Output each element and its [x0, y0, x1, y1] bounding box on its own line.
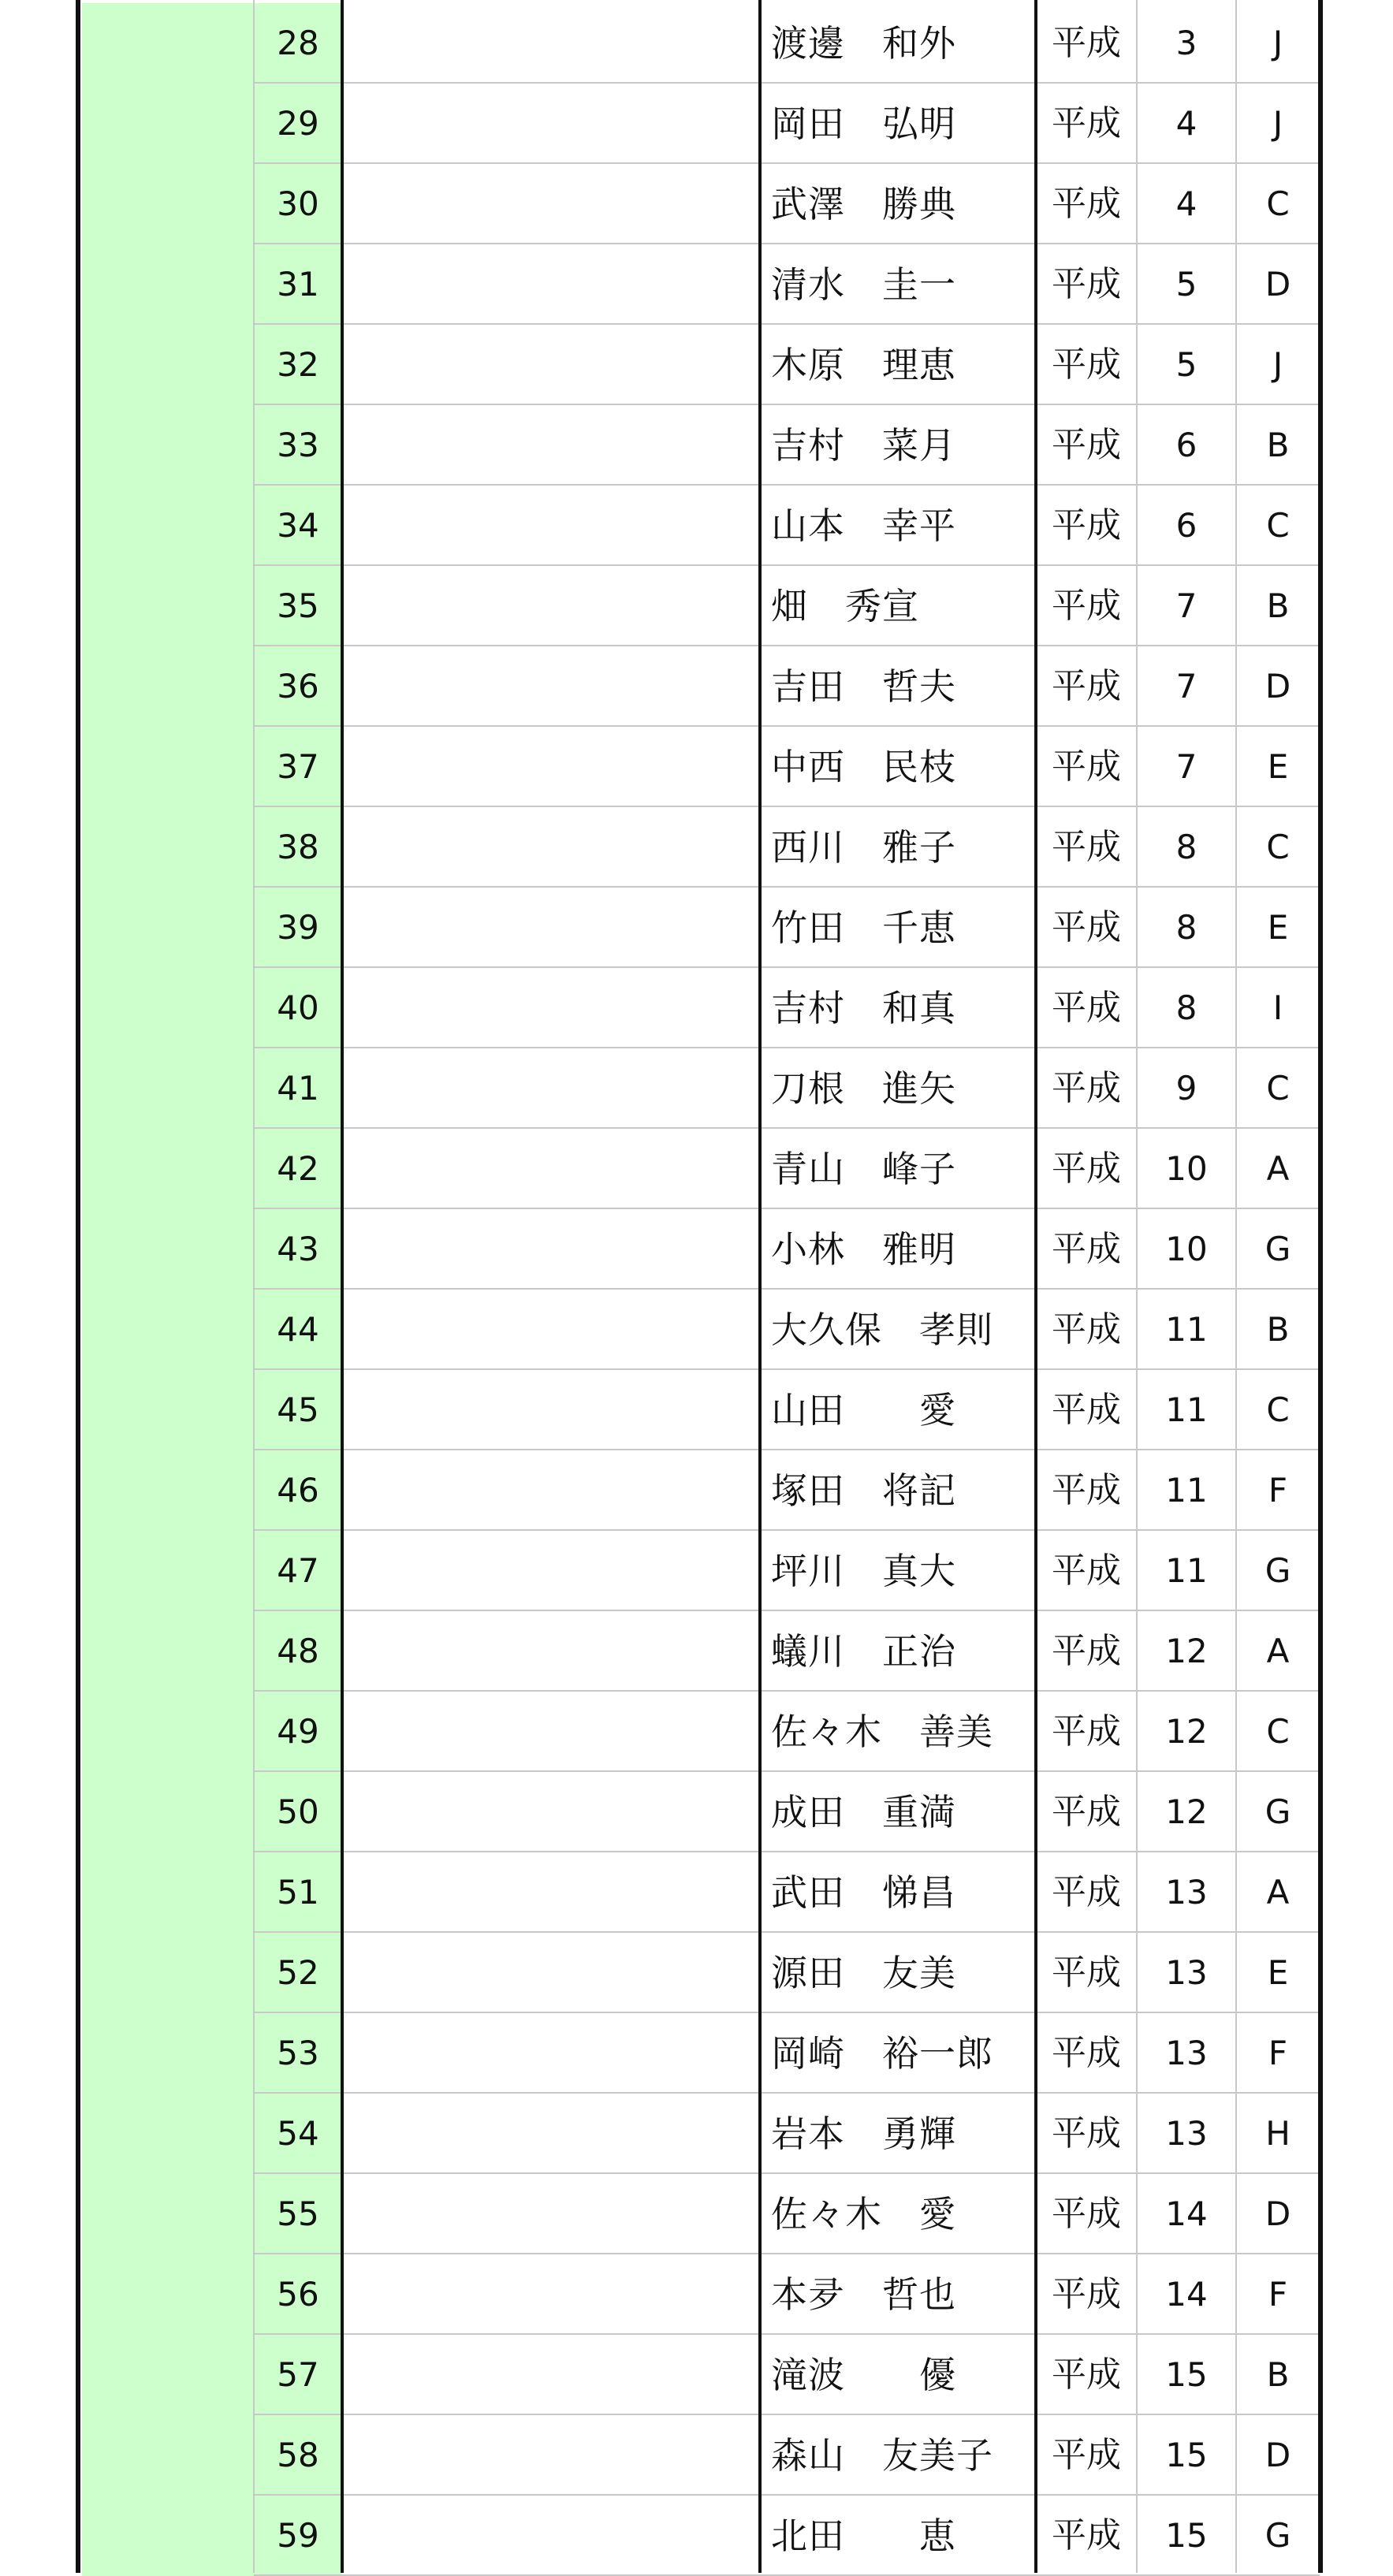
grade-cell: A — [1236, 1611, 1320, 1692]
row-green-margin — [82, 1129, 254, 1209]
year-cell: 4 — [1137, 164, 1236, 244]
era-cell: 平成 — [1036, 646, 1137, 727]
member-name: 清水 圭一 — [760, 244, 1036, 325]
row-blank-cell — [342, 1290, 760, 1370]
year-cell: 12 — [1137, 1692, 1236, 1772]
grade-cell: C — [1236, 1048, 1320, 1129]
table-row — [0, 405, 1393, 486]
member-name: 蟻川 正治 — [760, 1611, 1036, 1692]
row-green-margin — [82, 2174, 254, 2254]
row-number: 30 — [254, 164, 342, 244]
table-row — [0, 2496, 1393, 2576]
row-blank-cell — [342, 244, 760, 325]
year-cell: 11 — [1137, 1531, 1236, 1611]
table-row — [0, 888, 1393, 968]
member-name: 武澤 勝典 — [760, 164, 1036, 244]
table-row — [0, 1852, 1393, 1933]
table-row — [0, 2094, 1393, 2174]
year-cell: 15 — [1137, 2335, 1236, 2415]
member-name: 刀根 進矢 — [760, 1048, 1036, 1129]
row-green-margin — [82, 2094, 254, 2174]
row-green-margin — [82, 888, 254, 968]
row-green-margin — [82, 325, 254, 405]
row-number: 29 — [254, 84, 342, 164]
era-cell: 平成 — [1036, 2496, 1137, 2576]
year-cell: 13 — [1137, 2013, 1236, 2094]
row-green-margin — [82, 807, 254, 888]
row-green-margin — [82, 2254, 254, 2335]
row-blank-cell — [342, 84, 760, 164]
year-cell: 11 — [1137, 1290, 1236, 1370]
row-blank-cell — [342, 2013, 760, 2094]
row-number: 46 — [254, 1450, 342, 1531]
row-number: 54 — [254, 2094, 342, 2174]
grade-cell: C — [1236, 164, 1320, 244]
era-cell: 平成 — [1036, 1129, 1137, 1209]
row-blank-cell — [342, 1692, 760, 1772]
year-cell: 4 — [1137, 84, 1236, 164]
table-row — [0, 1450, 1393, 1531]
grade-cell: G — [1236, 1209, 1320, 1290]
row-number: 55 — [254, 2174, 342, 2254]
year-cell: 10 — [1137, 1129, 1236, 1209]
member-name: 本夛 哲也 — [760, 2254, 1036, 2335]
row-number: 37 — [254, 727, 342, 807]
member-name: 武田 悌昌 — [760, 1852, 1036, 1933]
member-name: 竹田 千恵 — [760, 888, 1036, 968]
member-name: 大久保 孝則 — [760, 1290, 1036, 1370]
row-green-margin — [82, 1611, 254, 1692]
member-name: 吉村 菜月 — [760, 405, 1036, 486]
member-name: 森山 友美子 — [760, 2415, 1036, 2496]
grade-cell: E — [1236, 727, 1320, 807]
row-number: 40 — [254, 968, 342, 1048]
year-cell: 13 — [1137, 1852, 1236, 1933]
member-name: 佐々木 愛 — [760, 2174, 1036, 2254]
era-cell: 平成 — [1036, 2415, 1137, 2496]
row-blank-cell — [342, 1129, 760, 1209]
table-row — [0, 1048, 1393, 1129]
row-number: 35 — [254, 566, 342, 646]
row-green-margin — [82, 1933, 254, 2013]
row-green-margin — [82, 3, 254, 84]
grade-cell: F — [1236, 2013, 1320, 2094]
row-number: 31 — [254, 244, 342, 325]
era-cell: 平成 — [1036, 1772, 1137, 1852]
table-row — [0, 1370, 1393, 1450]
row-green-margin — [82, 727, 254, 807]
grade-cell: B — [1236, 405, 1320, 486]
era-cell: 平成 — [1036, 888, 1137, 968]
year-cell: 8 — [1137, 968, 1236, 1048]
era-cell: 平成 — [1036, 1611, 1137, 1692]
grade-cell: F — [1236, 1450, 1320, 1531]
row-green-margin — [82, 164, 254, 244]
grade-cell: A — [1236, 1852, 1320, 1933]
row-blank-cell — [342, 1209, 760, 1290]
year-cell: 13 — [1137, 2094, 1236, 2174]
row-blank-cell — [342, 2335, 760, 2415]
row-green-margin — [82, 1692, 254, 1772]
era-cell: 平成 — [1036, 1692, 1137, 1772]
grade-cell: B — [1236, 566, 1320, 646]
era-cell: 平成 — [1036, 566, 1137, 646]
grade-cell: D — [1236, 646, 1320, 727]
year-cell: 9 — [1137, 1048, 1236, 1129]
row-green-margin — [82, 405, 254, 486]
row-green-margin — [82, 1209, 254, 1290]
era-cell: 平成 — [1036, 1370, 1137, 1450]
year-cell: 14 — [1137, 2254, 1236, 2335]
row-number: 59 — [254, 2496, 342, 2576]
member-name: 青山 峰子 — [760, 1129, 1036, 1209]
grade-cell: J — [1236, 3, 1320, 84]
row-number: 36 — [254, 646, 342, 727]
row-number: 53 — [254, 2013, 342, 2094]
member-name: 北田 恵 — [760, 2496, 1036, 2576]
row-blank-cell — [342, 1450, 760, 1531]
year-cell: 8 — [1137, 807, 1236, 888]
year-cell: 6 — [1137, 405, 1236, 486]
row-green-margin — [82, 1290, 254, 1370]
table-row — [0, 727, 1393, 807]
member-name: 中西 民枝 — [760, 727, 1036, 807]
row-green-margin — [82, 244, 254, 325]
member-name: 山田 愛 — [760, 1370, 1036, 1450]
table-row — [0, 244, 1393, 325]
row-blank-cell — [342, 3, 760, 84]
grade-cell: G — [1236, 1772, 1320, 1852]
era-cell: 平成 — [1036, 2254, 1137, 2335]
row-number: 58 — [254, 2415, 342, 2496]
grade-cell: H — [1236, 2094, 1320, 2174]
grade-cell: I — [1236, 968, 1320, 1048]
row-green-margin — [82, 84, 254, 164]
row-green-margin — [82, 1370, 254, 1450]
era-cell: 平成 — [1036, 1933, 1137, 2013]
table-row — [0, 646, 1393, 727]
row-number: 50 — [254, 1772, 342, 1852]
grade-cell: B — [1236, 1290, 1320, 1370]
row-blank-cell — [342, 807, 760, 888]
grade-cell: B — [1236, 2335, 1320, 2415]
member-name: 坪川 真大 — [760, 1531, 1036, 1611]
row-number: 49 — [254, 1692, 342, 1772]
year-cell: 7 — [1137, 566, 1236, 646]
table-row — [0, 2335, 1393, 2415]
year-cell: 12 — [1137, 1611, 1236, 1692]
row-blank-cell — [342, 325, 760, 405]
table-row — [0, 1692, 1393, 1772]
row-blank-cell — [342, 1370, 760, 1450]
row-blank-cell — [342, 646, 760, 727]
row-blank-cell — [342, 1772, 760, 1852]
grade-cell: D — [1236, 244, 1320, 325]
era-cell: 平成 — [1036, 2013, 1137, 2094]
table-row — [0, 325, 1393, 405]
row-green-margin — [82, 1531, 254, 1611]
row-number: 45 — [254, 1370, 342, 1450]
row-green-margin — [82, 486, 254, 566]
grade-cell: C — [1236, 1692, 1320, 1772]
table-row — [0, 1933, 1393, 2013]
era-cell: 平成 — [1036, 164, 1137, 244]
table-row — [0, 2013, 1393, 2094]
row-blank-cell — [342, 566, 760, 646]
table-row — [0, 1611, 1393, 1692]
grade-column-divider — [1235, 0, 1237, 2573]
era-cell: 平成 — [1036, 1531, 1137, 1611]
era-cell: 平成 — [1036, 486, 1137, 566]
year-cell: 12 — [1137, 1772, 1236, 1852]
row-number: 41 — [254, 1048, 342, 1129]
member-name: 滝波 優 — [760, 2335, 1036, 2415]
year-cell: 10 — [1137, 1209, 1236, 1290]
member-name: 塚田 将記 — [760, 1450, 1036, 1531]
year-cell: 11 — [1137, 1450, 1236, 1531]
era-cell: 平成 — [1036, 2094, 1137, 2174]
member-name: 岡田 弘明 — [760, 84, 1036, 164]
table-row — [0, 1129, 1393, 1209]
row-number: 38 — [254, 807, 342, 888]
row-blank-cell — [342, 405, 760, 486]
row-blank-cell — [342, 1933, 760, 2013]
grade-cell: F — [1236, 2254, 1320, 2335]
table-row — [0, 1290, 1393, 1370]
table-row — [0, 2174, 1393, 2254]
row-number: 52 — [254, 1933, 342, 2013]
row-number: 33 — [254, 405, 342, 486]
table-row — [0, 968, 1393, 1048]
row-blank-cell — [342, 1048, 760, 1129]
row-blank-cell — [342, 1852, 760, 1933]
year-cell: 5 — [1137, 244, 1236, 325]
table-row — [0, 1209, 1393, 1290]
row-number: 39 — [254, 888, 342, 968]
year-cell: 8 — [1137, 888, 1236, 968]
year-cell: 15 — [1137, 2496, 1236, 2576]
table-row — [0, 1531, 1393, 1611]
row-blank-cell — [342, 2496, 760, 2576]
era-cell: 平成 — [1036, 1048, 1137, 1129]
era-cell: 平成 — [1036, 405, 1137, 486]
row-green-margin — [82, 566, 254, 646]
row-number: 42 — [254, 1129, 342, 1209]
era-cell: 平成 — [1036, 1450, 1137, 1531]
member-name: 源田 友美 — [760, 1933, 1036, 2013]
era-cell: 平成 — [1036, 1852, 1137, 1933]
member-name: 佐々木 善美 — [760, 1692, 1036, 1772]
table-row — [0, 807, 1393, 888]
member-name: 渡邊 和外 — [760, 3, 1036, 84]
row-blank-cell — [342, 486, 760, 566]
table-row — [0, 3, 1393, 84]
era-cell: 平成 — [1036, 2335, 1137, 2415]
row-number: 44 — [254, 1290, 342, 1370]
era-cell: 平成 — [1036, 244, 1137, 325]
year-cell: 15 — [1137, 2415, 1236, 2496]
year-cell: 7 — [1137, 646, 1236, 727]
row-number: 43 — [254, 1209, 342, 1290]
table-row — [0, 486, 1393, 566]
year-cell: 7 — [1137, 727, 1236, 807]
row-number: 51 — [254, 1852, 342, 1933]
row-blank-cell — [342, 1611, 760, 1692]
table-row — [0, 1772, 1393, 1852]
member-name: 西川 雅子 — [760, 807, 1036, 888]
row-blank-cell — [342, 1531, 760, 1611]
row-green-margin — [82, 1450, 254, 1531]
era-cell: 平成 — [1036, 84, 1137, 164]
grade-cell: E — [1236, 1933, 1320, 2013]
row-number: 48 — [254, 1611, 342, 1692]
row-green-margin — [82, 1852, 254, 1933]
row-number: 32 — [254, 325, 342, 405]
member-name: 吉田 哲夫 — [760, 646, 1036, 727]
grade-cell: G — [1236, 1531, 1320, 1611]
row-number: 47 — [254, 1531, 342, 1611]
row-number: 34 — [254, 486, 342, 566]
year-cell: 13 — [1137, 1933, 1236, 2013]
row-blank-cell — [342, 727, 760, 807]
era-cell: 平成 — [1036, 1209, 1137, 1290]
grade-cell: J — [1236, 325, 1320, 405]
era-cell: 平成 — [1036, 3, 1137, 84]
row-number: 28 — [254, 3, 342, 84]
row-blank-cell — [342, 2094, 760, 2174]
member-name: 岡崎 裕一郎 — [760, 2013, 1036, 2094]
row-number: 57 — [254, 2335, 342, 2415]
member-name: 小林 雅明 — [760, 1209, 1036, 1290]
right-outer-border — [1318, 0, 1323, 2573]
year-cell: 14 — [1137, 2174, 1236, 2254]
era-cell: 平成 — [1036, 2174, 1137, 2254]
row-green-margin — [82, 968, 254, 1048]
era-column-left-border — [1034, 0, 1037, 2573]
grade-cell: G — [1236, 2496, 1320, 2576]
grade-cell: D — [1236, 2174, 1320, 2254]
era-cell: 平成 — [1036, 727, 1137, 807]
member-name: 成田 重満 — [760, 1772, 1036, 1852]
row-green-margin — [82, 1772, 254, 1852]
member-name: 木原 理恵 — [760, 325, 1036, 405]
grade-cell: E — [1236, 888, 1320, 968]
row-blank-cell — [342, 164, 760, 244]
year-column-divider — [1136, 0, 1138, 2573]
era-cell: 平成 — [1036, 1290, 1137, 1370]
table-row — [0, 164, 1393, 244]
year-cell: 11 — [1137, 1370, 1236, 1450]
grade-cell: J — [1236, 84, 1320, 164]
era-cell: 平成 — [1036, 807, 1137, 888]
year-cell: 3 — [1137, 3, 1236, 84]
table-row — [0, 566, 1393, 646]
row-blank-cell — [342, 888, 760, 968]
row-blank-cell — [342, 2415, 760, 2496]
grade-cell: C — [1236, 807, 1320, 888]
row-green-margin — [82, 2496, 254, 2576]
table-row — [0, 2254, 1393, 2335]
era-cell: 平成 — [1036, 968, 1137, 1048]
number-column-border — [341, 0, 344, 2573]
member-name: 山本 幸平 — [760, 486, 1036, 566]
year-cell: 5 — [1137, 325, 1236, 405]
row-blank-cell — [342, 2254, 760, 2335]
row-blank-cell — [342, 968, 760, 1048]
grade-cell: C — [1236, 486, 1320, 566]
row-green-margin — [82, 2013, 254, 2094]
row-number: 56 — [254, 2254, 342, 2335]
member-name: 吉村 和真 — [760, 968, 1036, 1048]
row-green-margin — [82, 646, 254, 727]
grade-cell: A — [1236, 1129, 1320, 1209]
row-green-margin — [82, 2335, 254, 2415]
name-column-left-border — [758, 0, 762, 2573]
row-blank-cell — [342, 2174, 760, 2254]
member-name: 岩本 勇輝 — [760, 2094, 1036, 2174]
left-outer-border — [76, 0, 80, 2573]
row-green-margin — [82, 1048, 254, 1129]
member-name: 畑 秀宣 — [760, 566, 1036, 646]
era-cell: 平成 — [1036, 325, 1137, 405]
table-row — [0, 84, 1393, 164]
year-cell: 6 — [1137, 486, 1236, 566]
row-green-margin — [82, 2415, 254, 2496]
grade-cell: C — [1236, 1370, 1320, 1450]
grade-cell: D — [1236, 2415, 1320, 2496]
green-column-divider — [253, 0, 255, 2573]
table-row — [0, 2415, 1393, 2496]
